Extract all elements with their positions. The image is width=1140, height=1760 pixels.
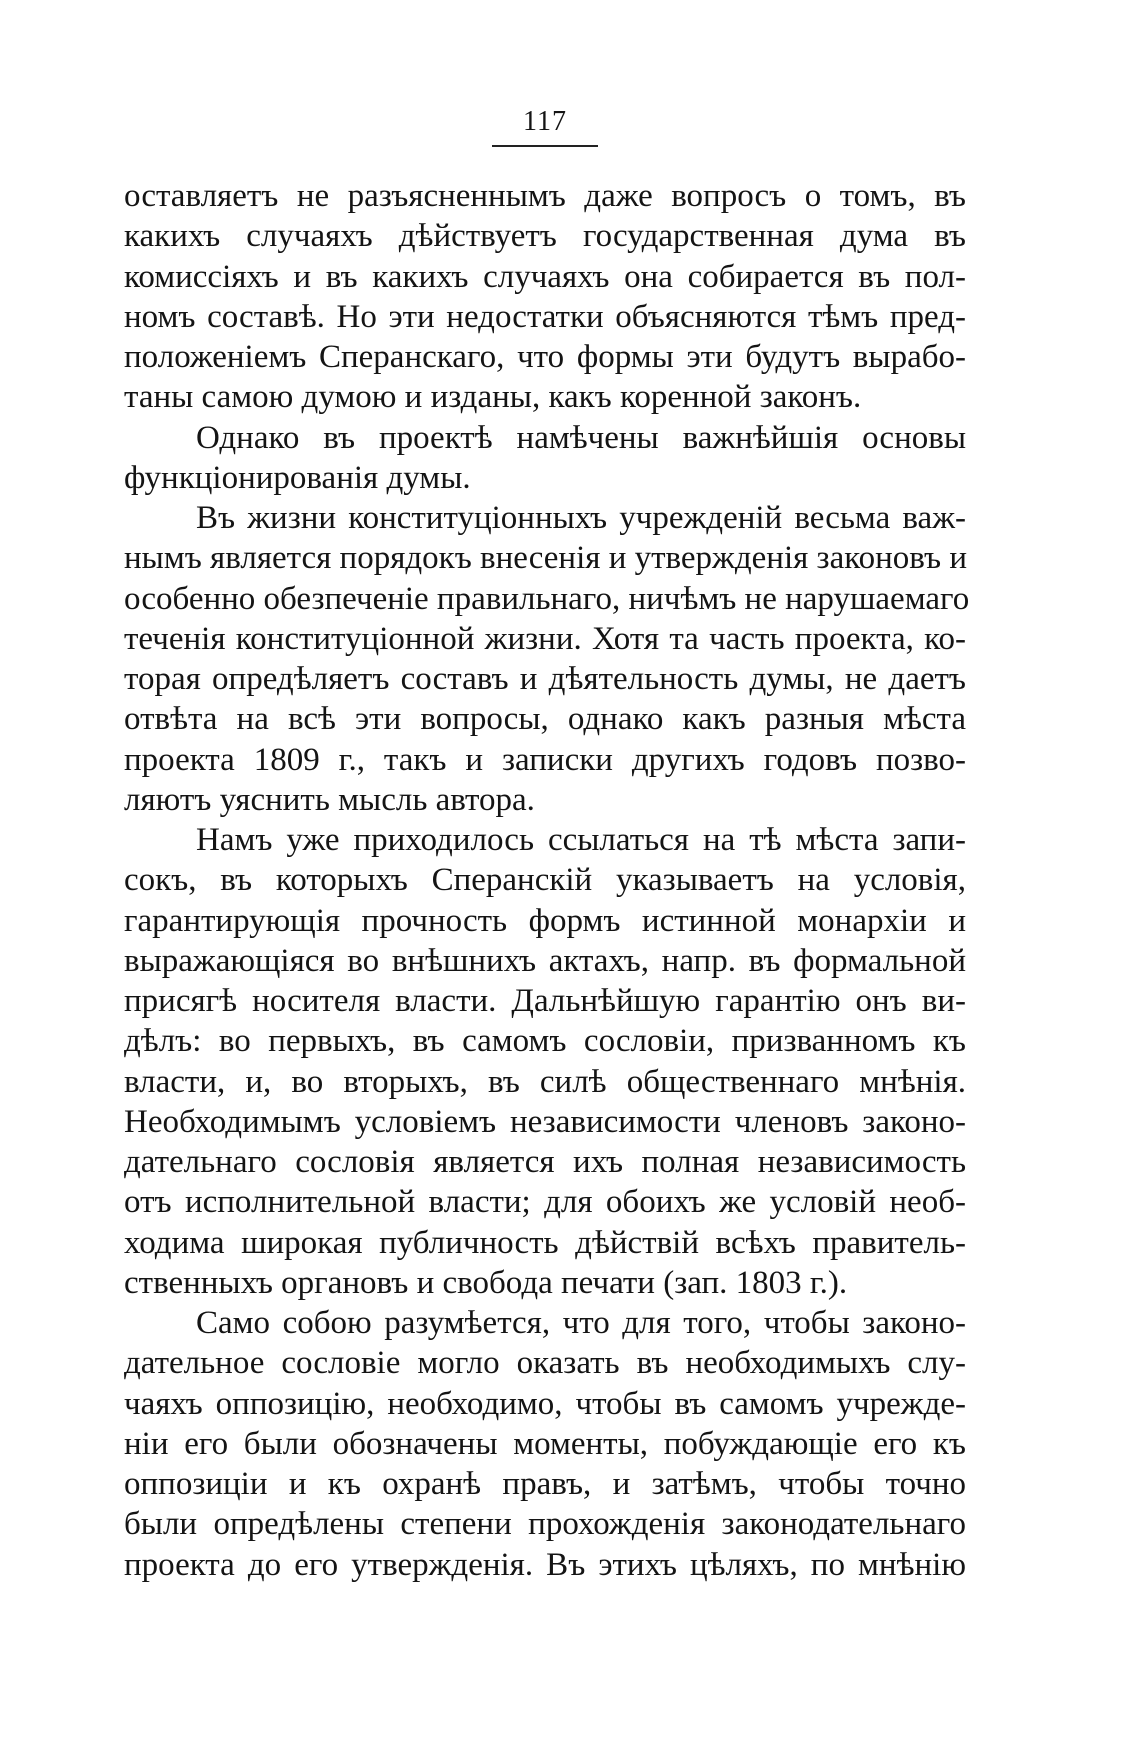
text-line: особенно обезпеченіе правильнаго, ничѣмъ не нарушаемаго <box>124 580 970 617</box>
text-line: дѣлъ: во первыхъ, въ самомъ сословіи, призванномъ къ <box>124 1023 966 1060</box>
text-line: ніи его были обозначены моменты, побуждающіе его къ <box>124 1425 966 1462</box>
paragraph-2 <box>124 418 966 499</box>
text-line: чаяхъ оппозицію, необходимо, чтобы въ самомъ учрежде- <box>124 1385 966 1422</box>
text-line: положеніемъ Сперанскаго, что формы эти будутъ вырабо- <box>124 339 966 375</box>
text-line: какихъ случаяхъ дѣйствуетъ государственная дума въ <box>124 218 966 255</box>
text-line: оппозиціи и къ охранѣ правъ, и затѣмъ, чтобы точно <box>124 1466 966 1502</box>
text-line: теченія конституціонной жизни. Хотя та часть проекта, ко- <box>124 620 966 657</box>
text-line: дательное сословіе могло оказать въ необходимыхъ слу- <box>124 1345 966 1382</box>
text-line: ходима широкая публичность дѣйствій всѣхъ правитель- <box>124 1224 966 1261</box>
paragraph-3 <box>124 498 970 820</box>
text-line: Само собою разумѣется, что для того, чтобы законо- <box>196 1305 966 1341</box>
text-line: номъ составѣ. Но эти недостатки объясняются тѣмъ пред- <box>124 298 966 335</box>
text-line: торая опредѣляетъ составъ и дѣятельность думы, не даетъ <box>124 661 966 697</box>
paragraph-1 <box>124 176 966 418</box>
text-line: оставляетъ не разъясненнымъ даже вопросъ о томъ, въ <box>124 178 966 214</box>
text-line: Необходимымъ условіемъ независимости членовъ законо- <box>124 1103 966 1140</box>
text-line: выражающіяся во внѣшнихъ актахъ, напр. въ формальной <box>124 942 966 979</box>
text-line: дательнаго сословія является ихъ полная независимость <box>124 1144 966 1180</box>
text-line: ственныхъ органовъ и свобода печати (зап. 1803 г.). <box>124 1264 848 1301</box>
text-line: присягѣ носителя власти. Дальнѣйшую гарантію онъ ви- <box>124 983 966 1019</box>
text-line: ляютъ уяснить мысль автора. <box>124 781 535 818</box>
page-number-rule <box>492 145 598 147</box>
text-line: Въ жизни конституціонныхъ учрежденій весьма важ- <box>196 500 966 536</box>
text-line: Намъ уже приходилось ссылаться на тѣ мѣста запи- <box>196 822 966 858</box>
text-line: проекта до его утвержденія. Въ этихъ цѣляхъ, по мнѣнію <box>124 1546 966 1583</box>
text-line: нымъ является порядокъ внесенія и утвержденія законовъ и <box>124 540 967 577</box>
text-line: гарантирующія прочность формъ истинной монархіи и <box>124 902 966 939</box>
text-line: власти, и, во вторыхъ, въ силѣ общественнаго мнѣнія. <box>124 1063 966 1100</box>
text-line: Однако въ проектѣ намѣчены важнѣйшія основы <box>196 419 966 456</box>
text-line: проекта 1809 г., такъ и записки другихъ годовъ позво- <box>124 741 966 778</box>
text-line: сокъ, въ которыхъ Сперанскій указываетъ на условія, <box>124 862 966 899</box>
paragraph-5 <box>124 1303 966 1585</box>
paragraph-4 <box>124 820 966 1303</box>
page-number: 117 <box>523 106 567 137</box>
text-line: отъ исполнительной власти; для обоихъ же условій необ- <box>124 1184 966 1221</box>
text-line: были опредѣлены степени прохожденія законодательнаго <box>124 1506 966 1543</box>
text-line: отвѣта на всѣ эти вопросы, однако какъ разныя мѣста <box>124 701 966 738</box>
text-line: таны самою думою и изданы, какъ коренной законъ. <box>124 379 862 416</box>
text-line: комиссіяхъ и въ какихъ случаяхъ она собирается въ пол- <box>124 258 966 295</box>
body-text <box>124 176 970 1585</box>
text-line: функціонированія думы. <box>124 459 471 496</box>
